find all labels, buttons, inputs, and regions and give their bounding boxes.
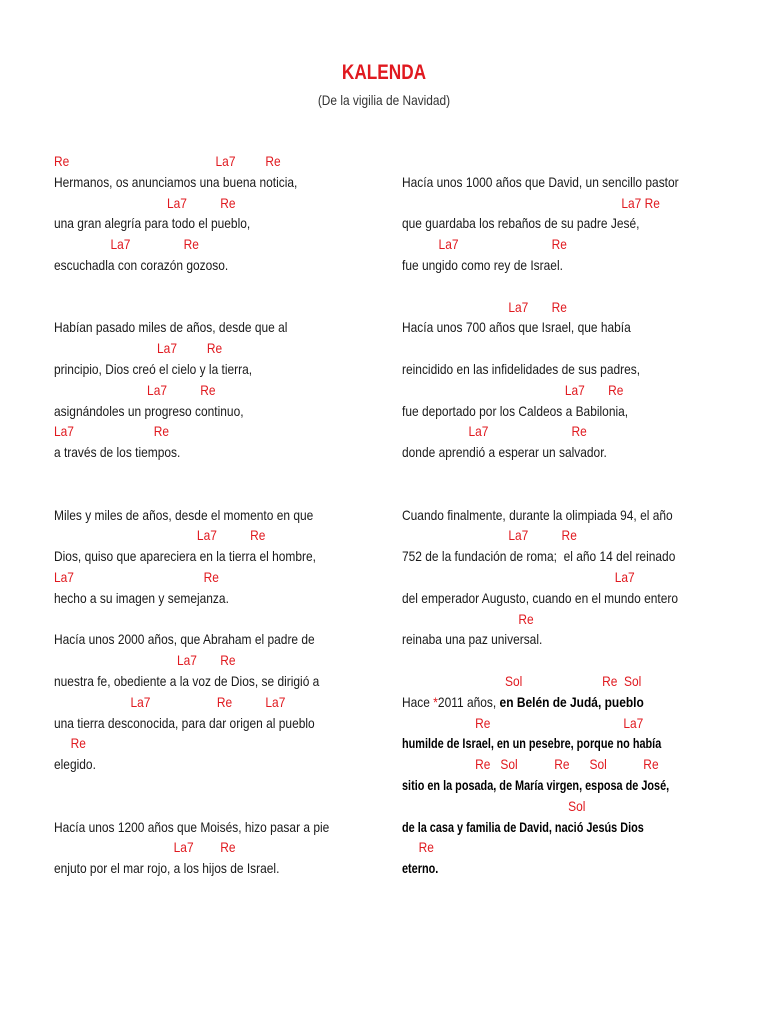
blank-line — [54, 776, 358, 797]
lyric-line: Hacía unos 2000 años, que Abraham el padre de — [54, 632, 315, 648]
lyric-line: elegido. — [54, 757, 96, 773]
lyric-line-bold: humilde de Israel, en un pesebre, porque no había — [402, 736, 662, 752]
lyric-line-mixed — [402, 693, 692, 714]
chord-line: La7 Re La7 — [54, 694, 286, 710]
blank-line — [402, 464, 692, 485]
page-title: KALENDA — [341, 61, 427, 84]
lyric-line: reincidido en las infidelidades de sus padres, — [402, 361, 641, 377]
lyric-line: Hermanos, os anunciamos una buena noticia, — [54, 174, 298, 190]
chord-line: La7 Re — [402, 424, 587, 440]
blank-line — [54, 464, 358, 485]
chord-line: La7 Re — [402, 382, 624, 398]
chord-line: Re — [402, 840, 434, 856]
lyric-line: Hacía unos 700 años que Israel, que había — [402, 320, 631, 336]
chord-line: La7 Re — [402, 299, 567, 315]
left-column — [54, 152, 399, 880]
lyric-text-bold: en Belén de Judá, pueblo — [499, 694, 644, 710]
chord-line: La7 — [402, 569, 635, 585]
chord-line: La7 Re — [54, 424, 170, 440]
chord-line: La7 Re — [54, 840, 236, 856]
lyric-line: donde aprendió a esperar un salvador. — [402, 445, 607, 461]
lyric-line: hecho a su imagen y semejanza. — [54, 590, 229, 606]
asterisk-mark: * — [433, 694, 438, 710]
lyric-line: reinaba una paz universal. — [402, 632, 543, 648]
lyric-line: escuchadla con corazón gozoso. — [54, 257, 229, 273]
lyric-line: una gran alegría para todo el pueblo, — [54, 216, 251, 232]
chord-line: La7 Re — [54, 195, 236, 211]
lyric-line: Miles y miles de años, desde el momento en que — [54, 507, 314, 523]
lyric-text: Hace — [402, 694, 434, 710]
lyric-line: una tierra desconocida, para dar origen al pueblo — [54, 715, 315, 731]
lyric-line: enjuto por el mar rojo, a los hijos de Israel. — [54, 861, 280, 877]
chord-line: Sol Re Sol — [402, 673, 642, 689]
blank-line — [402, 651, 692, 672]
chord-line: La7 Re — [402, 195, 660, 211]
chord-line: Sol — [402, 798, 586, 814]
chord-line: La7 Re — [54, 382, 216, 398]
lyric-line: Habían pasado miles de años, desde que al — [54, 320, 288, 336]
blank-line — [54, 610, 358, 631]
chord-line: Re La7 — [402, 715, 644, 731]
blank-line — [402, 485, 692, 506]
lyric-line-bold: de la casa y familia de David, nació Jesús Dios — [402, 819, 644, 835]
lyric-line: Hacía unos 1000 años que David, un sencillo pastor — [402, 174, 679, 190]
lyric-line: del emperador Augusto, cuando en el mundo entero — [402, 590, 679, 606]
blank-line — [54, 298, 358, 319]
chord-line: La7 Re — [54, 341, 223, 357]
blank-line — [54, 485, 358, 506]
chord-line: Re — [54, 736, 86, 752]
lyric-line: fue deportado por los Caldeos a Babilonia, — [402, 403, 629, 419]
lyric-line: Dios, quiso que apareciera en la tierra el hombre, — [54, 549, 316, 565]
lyric-line: Hacía unos 1200 años que Moisés, hizo pasar a pie — [54, 819, 330, 835]
lyric-line: Cuando finalmente, durante la olimpiada 94, el año — [402, 507, 673, 523]
chord-line: Re — [402, 611, 534, 627]
blank-line — [402, 277, 692, 298]
lyric-line: a través de los tiempos. — [54, 445, 181, 461]
chord-line: Re La7 Re — [54, 154, 281, 169]
lyric-line: 752 de la fundación de roma; el año 14 del reinado — [402, 549, 676, 565]
lyric-line: principio, Dios creó el cielo y la tierra, — [54, 361, 253, 377]
blank-line — [402, 339, 692, 360]
lyric-line: que guardaba los rebaños de su padre Jesé, — [402, 216, 640, 232]
chord-line: La7 Re — [402, 237, 567, 253]
chord-line: La7 Re — [54, 528, 266, 544]
blank-line — [402, 152, 692, 173]
chord-line: La7 Re — [54, 653, 236, 669]
lyric-line: fue ungido como rey de Israel. — [402, 257, 563, 273]
chord-line: La7 Re — [54, 569, 219, 585]
lyric-line-bold: sitio en la posada, de María virgen, esposa de José, — [402, 777, 670, 793]
blank-line — [54, 797, 358, 818]
right-column — [402, 152, 732, 880]
lyric-line: asignándoles un progreso continuo, — [54, 403, 244, 419]
chord-line: La7 Re — [402, 528, 577, 544]
blank-line — [54, 277, 358, 298]
lyric-text: 2011 años, — [437, 694, 500, 710]
page-subtitle: (De la vigilia de Navidad) — [317, 92, 451, 108]
chord-line: La7 Re — [54, 237, 199, 253]
chord-line: Re Sol Re Sol Re — [402, 757, 659, 773]
lyric-line: nuestra fe, obediente a la voz de Dios, se dirigió a — [54, 673, 320, 689]
lyric-line-bold: eterno. — [402, 861, 439, 877]
